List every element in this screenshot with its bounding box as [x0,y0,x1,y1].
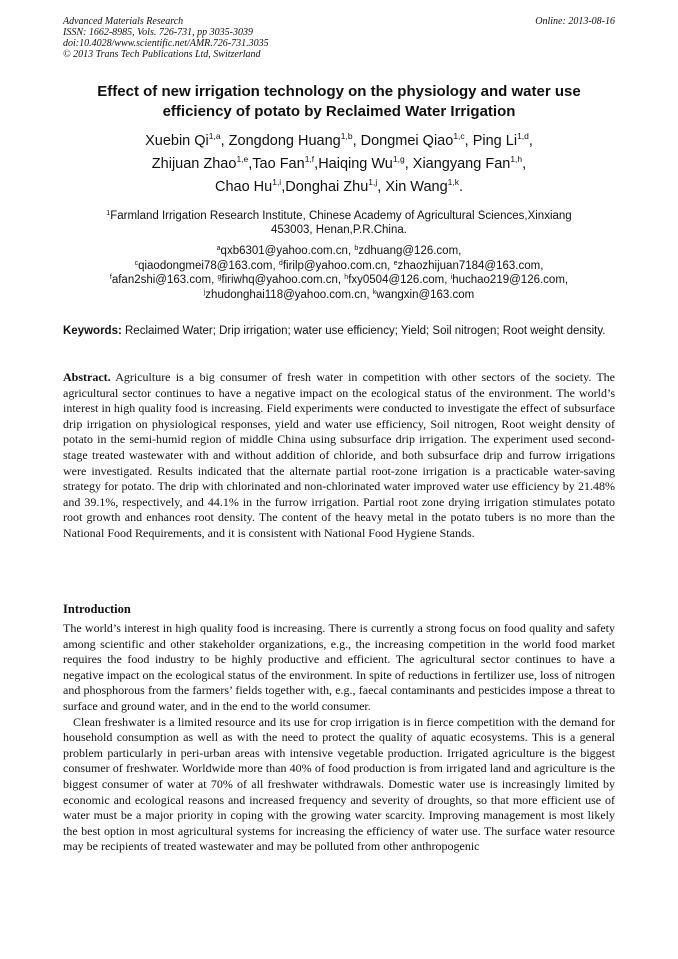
author-name: Dongmei Qiao [360,133,454,149]
abstract-text: Agriculture is a big consumer of fresh water in competition with other sectors of the society. The agricultural sector continues to have a negative impact on the ecological status of the environment. The world’s interest in high quality food is increasing. Field experiments were conducted to investigate the effect of subsurface drip irrigation on physiological responses, yield and water use efficiency, Soil nitrogen, Root weight density of potato in the semi-humid region of middle China using subsurface drip irrigation. The experiment used second-stage treated wastewater with and without addition of chloride, and both subsurface drip and furrow irrigations were investigated. Results indicated that the alternate partial root-zone irrigation is a practicable water-saving strategy for potato. The drip with chlorinated and non-chlorinated water improved water use efficiency by 21.48% and 39.1%, respectively, and 44.1% in the furrow irrigation. Partial root zone drying irrigation stimulates potato root growth and enhances root density. The content of the heavy metal in the potato tubers is no more than the National Food Requirements, and it is consistent with National Food Hygiene Stands. [63,370,615,540]
author-affil-sup: 1,d [517,131,529,141]
journal-copyright: © 2013 Trans Tech Publications Ltd, Switzerland [63,49,261,60]
keywords-label: Keywords: [63,325,122,337]
online-date: Online: 2013-08-16 [535,16,615,27]
abstract [63,370,615,542]
author-name: Zongdong Huang [228,133,341,149]
email-sup: g [217,274,222,281]
section-heading-introduction: Introduction [63,602,131,616]
email-address[interactable]: fxy0504@126.com, [348,274,451,286]
email-line-3 [63,273,615,288]
email-line-2 [63,259,615,274]
email-sup: a [216,245,221,252]
author-affil-sup: 1,a [208,131,221,141]
author-separator: , [404,156,413,172]
email-sup: f [109,274,112,281]
email-address[interactable]: zhaozhijuan7184@163.com, [397,259,544,272]
email-sup: j [203,288,206,296]
keywords [63,324,615,338]
email-sup: e [393,259,398,267]
author-separator: , [522,156,527,172]
email-address[interactable]: wangxin@163.com [376,288,475,301]
email-sup: h [344,274,349,281]
author-list [63,130,615,199]
author-name: Zhijuan Zhao [151,156,237,172]
author-affil-sup: 1,b [340,131,353,141]
author-separator: , [248,156,253,172]
paragraph: The world’s interest in high quality food is increasing. There is currently a strong focus on food quality and safety among scientific and other stakeholder organizations, e.g., the increasing competition in the world food market requires the food industry to be highly productive and efficient. The agricultural sector continues to have a negative impact on the ecological status of the environment. In spite of reductions in fertilizer use, loss of nitrogen and phosphorous from the farmers’ fields together with, e.g., faecal contaminants and pesticides impose a threat to surface and ground water, and in the end to the world consumer. [63,621,615,713]
email-sup: b [354,245,359,252]
email-address[interactable]: afan2shi@163.com, [111,274,218,286]
author-affil-sup: 1,j [368,177,378,187]
author-separator: , [314,156,319,172]
journal-doi[interactable]: doi:10.4028/www.scientific.net/AMR.726-731.3035 [63,38,269,49]
email-address[interactable]: zhudonghai118@yahoo.com.cn, [205,288,373,301]
author-name: Tao Fan [252,156,305,172]
abstract-label: Abstract. [63,370,111,384]
author-name: Ping Li [472,133,518,149]
journal-name: Advanced Materials Research [63,16,184,27]
author-affil-sup: 1,k [447,177,459,187]
author-name: Haiqing Wu [318,156,393,172]
author-separator: , [220,133,229,149]
journal-meta [63,16,269,60]
author-affil-sup: 1,e [236,154,249,164]
introduction-body [63,621,615,855]
email-sup: c [134,259,139,267]
email-sup: i [450,274,453,281]
author-separator: , [464,133,473,149]
affiliation [63,209,615,237]
author-separator: , [352,133,361,149]
author-affil-sup: 1,i [272,177,282,187]
author-name: Xuebin Qi [145,133,209,149]
author-line-3 [63,176,615,199]
author-affil-sup: 1,c [453,131,465,141]
title-line-1: Effect of new irrigation technology on the physiology and water use [97,83,581,100]
keywords-text: Reclaimed Water; Drip irrigation; water use efficiency; Yield; Soil nitrogen; Root weight density. [121,325,606,337]
author-affil-sup: 1,g [392,154,405,164]
journal-issn: ISSN: 1662-8985, Vols. 726-731, pp 3035-3039 [63,27,253,38]
paragraph: Clean freshwater is a limited resource and its use for crop irrigation is in fierce competition with the demand for household consumption as well as with the need to protect the quality of aquatic ecosystems. This is a general problem particularly in peri-urban areas with intensive vegetable production. Irrigated agriculture is the biggest consumer of freshwater. Worldwide more than 40% of food production is from irrigated land and agriculture is the biggest consumer of water at 70% of all freshwater withdrawals. Domestic water use is increasingly limited by economic and ecological reasons and increased frequency and severity of droughts, so that more efficient use of water must be a major priority in coping with the growing water scarcity. Improving management is most likely the best option in most agricultural systems for increasing the efficiency of water use. The surface water resource may be recipients of treated wastewater and may be polluted from other anthropogenic [63,714,615,854]
email-address[interactable]: zdhuang@126.com, [358,245,462,257]
email-line-1 [63,244,615,259]
email-sup: d [278,259,283,267]
email-sup: k [372,288,377,296]
author-separator: , [377,179,386,195]
author-separator: , [281,179,286,195]
author-name: Donghai Zhu [285,179,369,195]
email-address[interactable]: huchao219@126.com, [452,274,569,286]
affiliation-line-2: 453003, Henan,P.R.China. [271,224,407,236]
author-line-1 [63,130,615,153]
author-affil-sup: 1,f [304,154,315,164]
title-line-2: efficiency of potato by Reclaimed Water Irrigation [162,103,516,120]
email-address[interactable]: qxb6301@yahoo.com.cn, [220,245,355,257]
email-address[interactable]: qiaodongmei78@163.com, [138,259,279,272]
author-separator: . [458,179,464,195]
email-address[interactable]: firilp@yahoo.com.cn, [282,259,394,272]
email-address[interactable]: firiwhq@yahoo.com.cn, [221,274,345,286]
author-name: Xin Wang [385,179,448,195]
affiliation-line-1 [63,209,615,223]
email-list [63,244,615,302]
author-name: Chao Hu [214,179,273,195]
email-line-4 [63,288,615,303]
author-separator: , [528,133,533,149]
author-affil-sup: 1,h [510,154,523,164]
author-name: Xiangyang Fan [412,156,511,172]
affiliation-text-1: Farmland Irrigation Research Institute, Chinese Academy of Agricultural Sciences,Xinxiang [110,210,572,222]
affiliation-sup: 1 [106,210,111,217]
paper-title [63,82,615,122]
author-line-2 [63,153,615,176]
